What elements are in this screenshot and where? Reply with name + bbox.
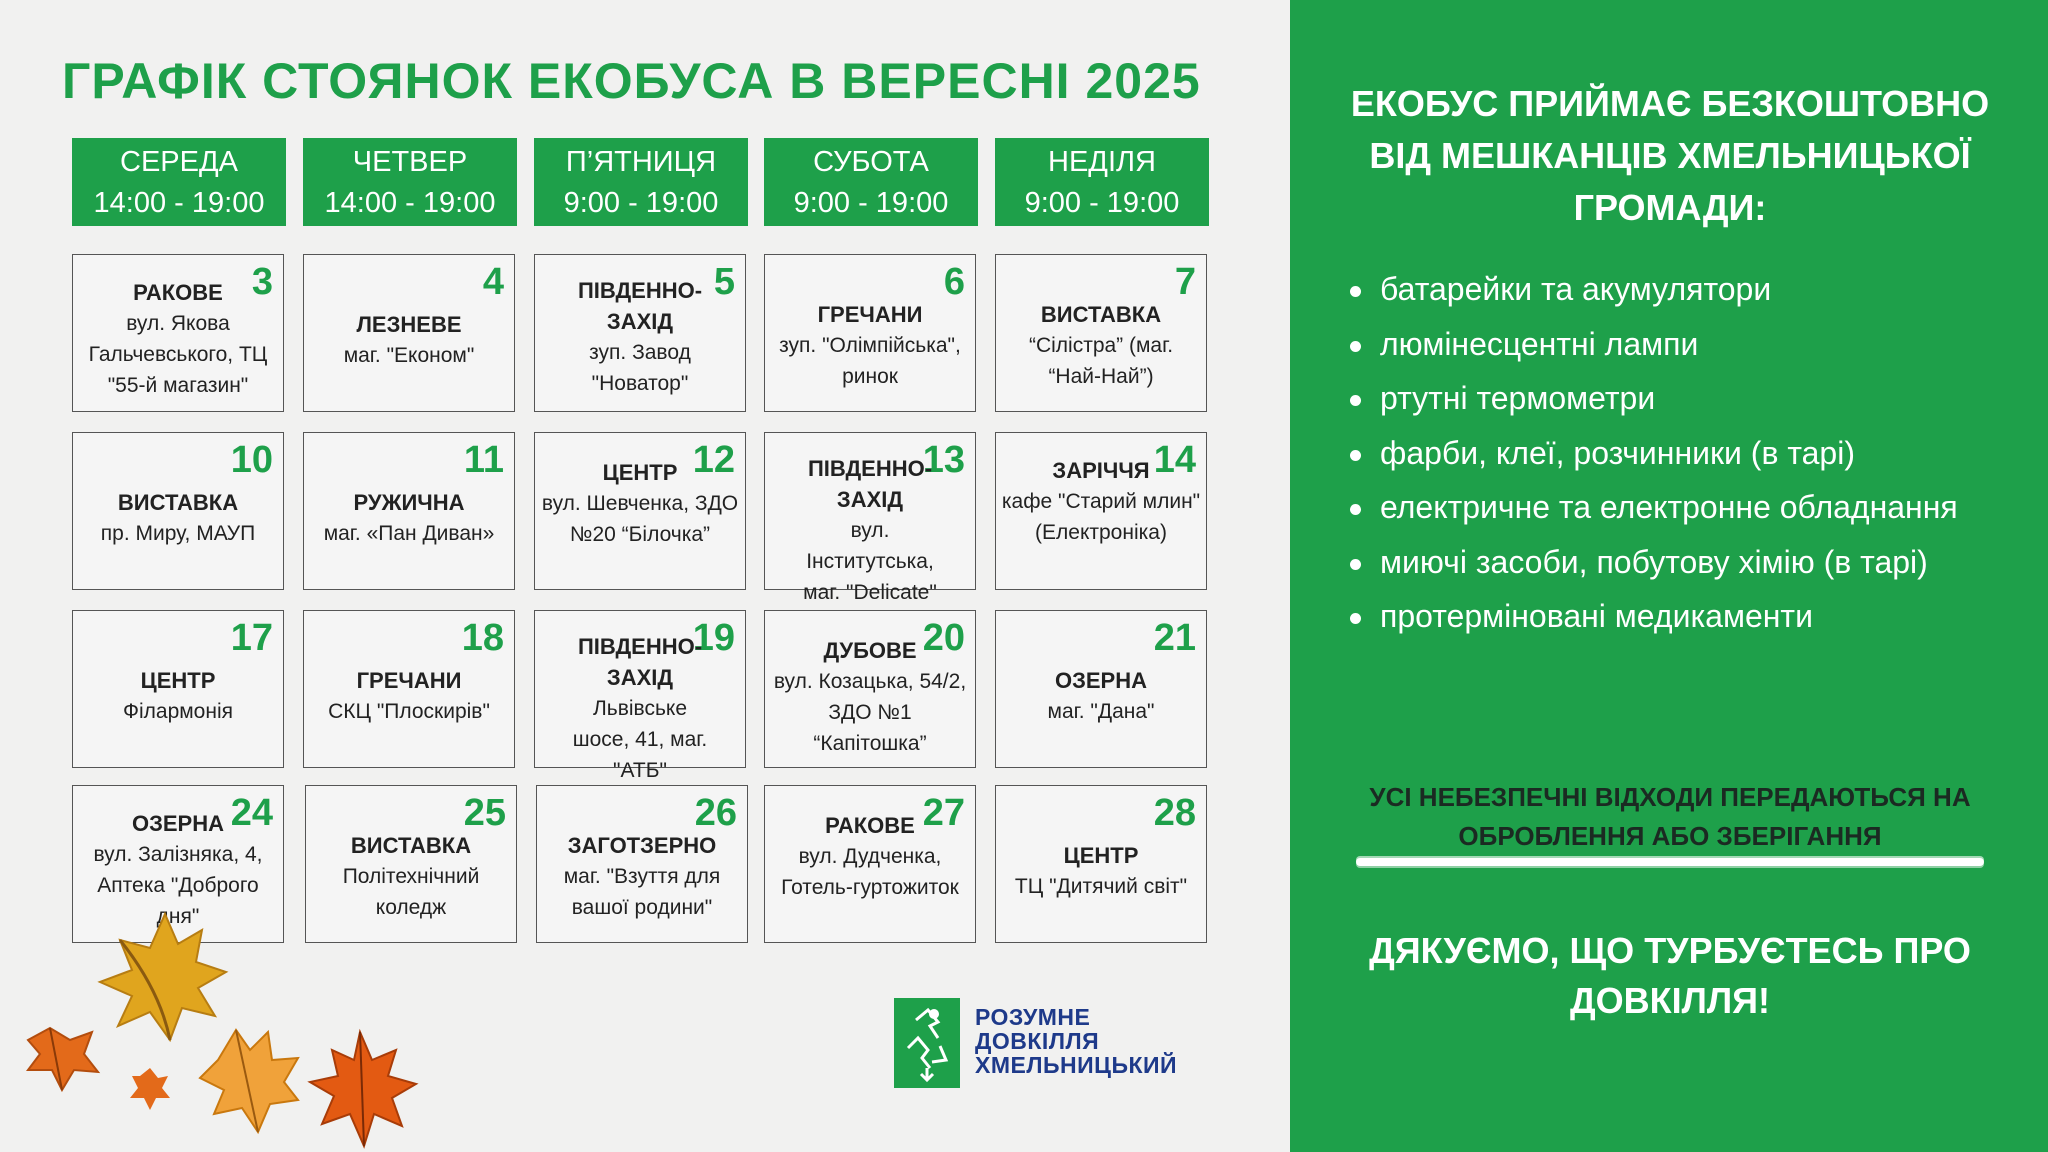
orange-maple-leaf-icon xyxy=(200,1030,298,1132)
yellow-leaf-icon xyxy=(100,914,226,1040)
day-header-thursday xyxy=(303,138,517,226)
stop-address: маг. "Дана" xyxy=(1047,700,1155,723)
day-number: 21 xyxy=(1153,617,1196,659)
calendar-cell xyxy=(303,610,515,768)
page-title: ГРАФІК СТОЯНОК ЕКОБУСА В ВЕРЕСНІ 2025 xyxy=(62,53,1201,109)
day-number: 19 xyxy=(692,617,735,659)
day-header-saturday xyxy=(764,138,978,226)
stop-place: ОЗЕРНА xyxy=(1054,668,1148,693)
red-maple-leaf-icon xyxy=(310,1032,416,1146)
calendar-cell xyxy=(764,432,976,604)
calendar-cell xyxy=(995,610,1207,768)
day-number: 4 xyxy=(482,261,504,303)
day-header-wednesday xyxy=(72,138,286,226)
day-name: СЕРЕДА xyxy=(120,146,238,178)
stop-place: ДУБОВЕ xyxy=(823,638,917,663)
stop-address: “Сіліcтра” (маг. “Най-Най”) xyxy=(1028,334,1174,388)
day-number: 10 xyxy=(230,439,273,481)
calendar-cell xyxy=(303,432,515,590)
calendar-cell xyxy=(534,610,746,782)
day-number: 20 xyxy=(922,617,965,659)
list-item: батарейки та акумулятори xyxy=(1350,262,2040,317)
logo-badge xyxy=(894,998,960,1088)
list-item: миючі засоби, побутову хімію (в тарі) xyxy=(1350,535,2040,590)
day-number: 18 xyxy=(461,617,504,659)
calendar-cell xyxy=(995,432,1207,590)
day-time: 9:00 - 19:00 xyxy=(1024,187,1180,219)
stop-address: Філармонія xyxy=(123,700,233,723)
stop-place: ВИСТАВКА xyxy=(350,833,472,858)
day-header-sunday xyxy=(995,138,1209,226)
calendar-cell xyxy=(995,785,1207,943)
calendar-cell xyxy=(534,254,746,412)
stop-place: ПІВДЕННО-ЗАХІД xyxy=(577,278,703,334)
autumn-leaves-decoration xyxy=(0,900,440,1152)
day-time: 14:00 - 19:00 xyxy=(324,187,496,219)
stop-address: вул. Козацька, 54/2, ЗДО №1 “Капітошка” xyxy=(773,670,967,755)
stop-place: РАКОВЕ xyxy=(133,280,223,305)
day-number: 5 xyxy=(713,261,735,303)
recycle-logo-icon xyxy=(894,998,960,1088)
accepted-items-list xyxy=(1350,262,2040,644)
day-name: НЕДІЛЯ xyxy=(1048,146,1156,178)
stop-address: вул. Інститутська, маг. "Delicate" xyxy=(803,519,937,604)
day-number: 14 xyxy=(1153,439,1196,481)
calendar-cell xyxy=(72,254,284,412)
calendar-cell xyxy=(72,432,284,590)
calendar-cell xyxy=(764,785,976,943)
stop-place: РАКОВЕ xyxy=(825,813,915,838)
day-number: 24 xyxy=(230,792,273,834)
calendar-cell xyxy=(72,610,284,768)
stop-place: ЗАГОТЗЕРНО xyxy=(567,833,717,858)
calendar-cell xyxy=(995,254,1207,412)
day-header-friday xyxy=(534,138,748,226)
small-maple-leaf-icon xyxy=(130,1068,170,1110)
calendar-cell xyxy=(764,610,976,768)
stop-place: ЦЕНТР xyxy=(140,668,216,693)
day-name: ЧЕТВЕР xyxy=(352,146,468,178)
stop-address: маг. «Пан Диван» xyxy=(323,522,495,545)
day-number: 25 xyxy=(463,792,506,834)
stop-place: РУЖИЧНА xyxy=(353,490,465,515)
stop-address: маг. "Взуття для вашої родини" xyxy=(563,865,721,919)
list-item: протерміновані медикаменти xyxy=(1350,589,2040,644)
day-number: 26 xyxy=(694,792,737,834)
calendar-cell xyxy=(534,432,746,590)
day-time: 9:00 - 19:00 xyxy=(563,187,719,219)
calendar-cell xyxy=(764,254,976,412)
stop-address: кафе "Старий млин" (Електроніка) xyxy=(1001,490,1201,544)
day-number: 27 xyxy=(922,792,965,834)
thanks-message: ДЯКУЄМО, ЩО ТУРБУЄТЕСЬ ПРО ДОВКІЛЛЯ! xyxy=(1369,930,1971,1021)
stop-place: ПІВДЕННО-ЗАХІД xyxy=(807,456,933,512)
stop-place: ГРЕЧАНИ xyxy=(817,302,923,327)
logo-text: РОЗУМНЕ ДОВКІЛЛЯ ХМЕЛЬНИЦЬКИЙ xyxy=(975,1004,1178,1078)
info-panel xyxy=(1290,0,2048,1152)
day-number: 13 xyxy=(922,439,965,481)
stop-address: маг. "Економ" xyxy=(343,344,475,367)
day-time: 9:00 - 19:00 xyxy=(793,187,949,219)
day-name: СУБОТА xyxy=(813,146,929,178)
stop-address: Політехнічний коледж xyxy=(342,865,480,919)
day-number: 12 xyxy=(692,439,735,481)
day-number: 3 xyxy=(251,261,273,303)
stop-address: вул. Залізняка, 4, Аптека "Доброго дня" xyxy=(93,843,263,928)
day-time: 14:00 - 19:00 xyxy=(93,187,265,219)
hazardous-note: УСІ НЕБЕЗПЕЧНІ ВІДХОДИ ПЕРЕДАЮТЬСЯ НА ОБРОБЛЕННЯ АБО ЗБЕРІГАННЯ xyxy=(1369,782,1971,851)
day-name: П’ЯТНИЦЯ xyxy=(565,146,717,178)
day-number: 7 xyxy=(1174,261,1196,303)
accepted-heading: ЕКОБУС ПРИЙМАЄ БЕЗКОШТОВНО ВІД МЕШКАНЦІВ ХМЕЛЬНИЦЬКОЇ ГРОМАДИ: xyxy=(1350,83,1990,228)
list-item: люмінесцентні лампи xyxy=(1350,317,2040,372)
stop-address: ТЦ "Дитячий світ" xyxy=(1014,875,1188,898)
stop-place: ЦЕНТР xyxy=(602,460,678,485)
list-item: електричне та електронне обладнання xyxy=(1350,480,2040,535)
stop-address: вул. Дудченка, Готель-гуртожиток xyxy=(781,845,959,899)
stop-place: ВИСТАВКА xyxy=(1040,302,1162,327)
day-number: 6 xyxy=(943,261,965,303)
day-number: 17 xyxy=(230,617,273,659)
stop-place: ОЗЕРНА xyxy=(131,811,225,836)
stop-place: ПІВДЕННО-ЗАХІД xyxy=(577,634,703,690)
stop-address: СКЦ "Плоскирів" xyxy=(328,700,490,723)
stop-place: ГРЕЧАНИ xyxy=(356,668,462,693)
calendar-cell xyxy=(303,254,515,412)
day-number: 11 xyxy=(463,439,504,481)
stop-address: Львівське шосе, 41, маг. "АТБ" xyxy=(572,697,708,782)
day-number: 28 xyxy=(1153,792,1196,834)
stop-place: ВИСТАВКА xyxy=(117,490,239,515)
list-item: ртутні термометри xyxy=(1350,371,2040,426)
brush-underline xyxy=(1356,858,1984,866)
orange-leaf-icon xyxy=(28,1028,98,1090)
calendar-cell xyxy=(536,785,748,943)
stop-address: зуп. "Олімпійська", ринок xyxy=(779,334,961,388)
stop-place: ЗАРІЧЧЯ xyxy=(1052,458,1150,483)
stop-address: вул. Якова Гальчевського, ТЦ "55-й магазин" xyxy=(88,312,268,397)
stop-place: ЦЕНТР xyxy=(1063,843,1139,868)
stop-address: пр. Миру, МАУП xyxy=(100,522,256,545)
list-item: фарби, клеї, розчинники (в тарі) xyxy=(1350,426,2040,481)
stop-address: зуп. Завод "Новатор" xyxy=(589,341,691,395)
stop-address: вул. Шевченка, ЗДО №20 “Білочка” xyxy=(541,492,739,546)
stop-place: ЛЕЗНЕВЕ xyxy=(356,312,462,337)
